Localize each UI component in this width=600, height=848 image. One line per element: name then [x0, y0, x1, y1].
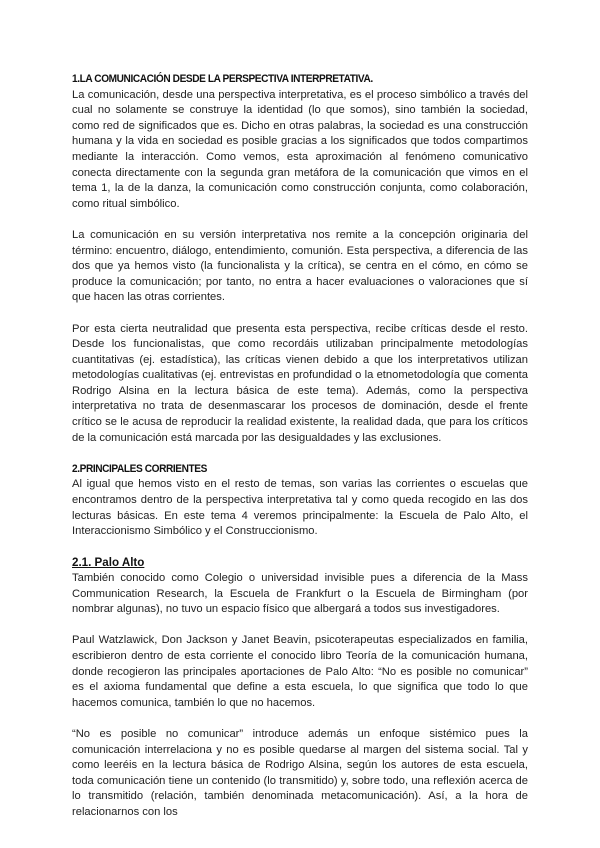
- paragraph-spacer: [72, 212, 528, 228]
- paragraph-spacer: [72, 540, 528, 556]
- section-2-1-paragraph-2: Paul Watzlawick, Don Jackson y Janet Beavin, psicoterapeutas especializados en familia, escribieron dentro de esta corriente el conocido libro Teoría de la comunicación humana, donde recogieron las principales aportaciones de Palo Alto: “No es posible no comunicar” es el axioma fundamental que define a esta escuela, lo que significa que todo lo que hacemos comunica, también lo que no hacemos.: [72, 634, 528, 709]
- section-1-paragraph-3: Por esta cierta neutralidad que presenta esta perspectiva, recibe críticas desde el resto. Desde los funcionalistas, que como recordáis utilizaban principalmente metodologías cuantitativas (ej. estadística), las críticas vienen debido a que los interpretativos utilizan metodologías cualitativas (ej. entrevistas en profundidad o la etnometodología que comenta Rodrigo Alsina en la lectura básica de este tema). Además, como la perspectiva interpretativa no trata de desenmascarar los procesos de dominación, desde el frente crítico se le acusa de reproducir la realidad existente, la realidad dada, que para los críticos de la comunicación está marcada por las desigualdades y las exclusiones.: [72, 322, 528, 444]
- section-2-1-paragraph-1: También conocido como Colegio o universidad invisible pues a diferencia de la Mass Communication Research, la Escuela de Frankfurt o la Escuela de Birmingham (por nombrar algunas), no tuvo un espacio físico que albergará a todos sus investigadores.: [72, 572, 528, 616]
- paragraph-spacer: [72, 711, 528, 727]
- section-1-paragraph-2: La comunicación en su versión interpretativa nos remite a la concepción originaria del término: encuentro, diálogo, entendimiento, comunión. Esta perspectiva, a diferencia de las dos que ya hemos visto (la funcionalista y la crítica), se centra en el cómo, en cómo se produce la comunicación; por tanto, no entra a hacer evaluaciones o valoraciones que sí que hacen las otras corrientes.: [72, 228, 528, 304]
- document-page: [72, 72, 528, 821]
- section-1-heading: 1.LA COMUNICACIÓN DESDE LA PERSPECTIVA INTERPRETATIVA.: [72, 73, 373, 85]
- section-2-paragraph-1: Al igual que hemos visto en el resto de temas, son varias las corrientes o escuelas que encontramos dentro de la perspectiva interpretativa tal y como queda recogido en las dos lecturas básicas. En este tema 4 veremos principalmente: la Escuela de Palo Alto, el Interaccionismo Simbólico y el Construccionismo.: [72, 478, 528, 538]
- paragraph-spacer: [72, 306, 528, 322]
- section-1-paragraph-1: La comunicación, desde una perspectiva interpretativa, es el proceso simbólico a través del cual no solamente se construye la identidad (lo que somos), sino también la sociedad, como red de significados que es. Dicho en otras palabras, la sociedad es una construcción humana y la vida en sociedad es posible gracias a los significados que todos compartimos mediante la interacción. Como vemos, esta aproximación al fenómeno comunicativo conecta directamente con la segunda gran metáfora de la comunicación que vimos en el tema 1, la de la danza, la comunicación como construcción conjunta, como colaboración, como ritual simbólico.: [72, 88, 528, 210]
- paragraph-spacer: [72, 618, 528, 634]
- section-2-1-paragraph-3: “No es posible no comunicar” introduce además un enfoque sistémico pues la comunicación interrelaciona y no es posible quedarse al margen del sistema social. Tal y como leeréis en la lectura básica de Rodrigo Alsina, según los autores de esta escuela, toda comunicación tiene un contenido (lo transmitido) y, sobre todo, una reflexión acerca de lo transmitido (relación, también denominada metacomunicación). Así, a la hora de relacionarnos con los: [72, 727, 528, 818]
- section-2-heading: 2.PRINCIPALES CORRIENTES: [72, 462, 207, 475]
- paragraph-spacer: [72, 446, 528, 462]
- section-2-1-heading: 2.1. Palo Alto: [72, 556, 145, 570]
